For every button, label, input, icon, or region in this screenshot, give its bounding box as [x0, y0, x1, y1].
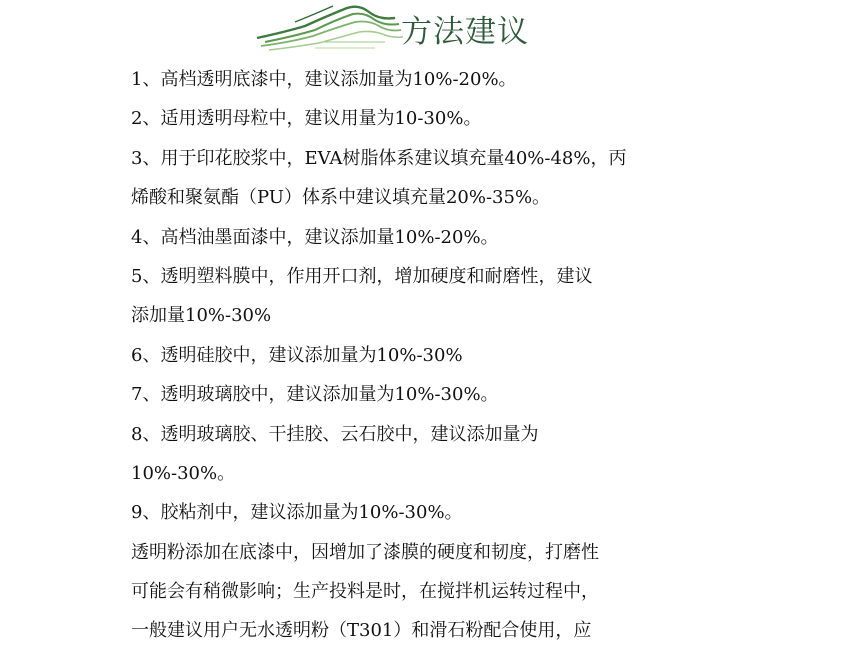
text-line: 可能会有稍微影响；生产投料是时，在搅拌机运转过程中，	[131, 581, 599, 603]
text-line: 2、适用透明母粒中，建议用量为10-30%。	[131, 108, 482, 130]
text-line: 1、高档透明底漆中，建议添加量为10%-20%。	[131, 69, 517, 90]
page-title: 方法建议	[401, 14, 529, 50]
text-line: 7、透明玻璃胶中，建议添加量为10%-30%。	[131, 384, 499, 406]
text-line: 4、高档油墨面漆中，建议添加量10%-20%。	[131, 226, 499, 248]
section-header	[255, 2, 555, 52]
text-line: 添加量10%-30%	[131, 305, 272, 327]
text-line: 烯酸和聚氨酯（PU）体系中建议填充量20%-35%。	[131, 187, 551, 209]
green-mountains-logo-icon	[255, 2, 405, 54]
text-line: 10%-30%。	[131, 462, 236, 484]
text-line: 9、胶粘剂中，建议添加量为10%-30%。	[131, 502, 463, 524]
text-line: 透明粉添加在底漆中，因增加了漆膜的硬度和韧度，打磨性	[131, 541, 599, 563]
text-line: 6、透明硅胶中，建议添加量为10%-30%	[131, 344, 463, 366]
text-line: 5、透明塑料膜中，作用开口剂，增加硬度和耐磨性，建议	[131, 265, 593, 287]
recommendation-list	[131, 60, 831, 651]
text-line: 8、透明玻璃胶、干挂胶、云石胶中，建议添加量为	[131, 423, 539, 445]
text-line: 一般建议用户无水透明粉（T301）和滑石粉配合使用，应	[131, 620, 592, 642]
text-line: 3、用于印花胶浆中，EVA树脂体系建议填充量40%-48%，丙	[131, 147, 627, 169]
